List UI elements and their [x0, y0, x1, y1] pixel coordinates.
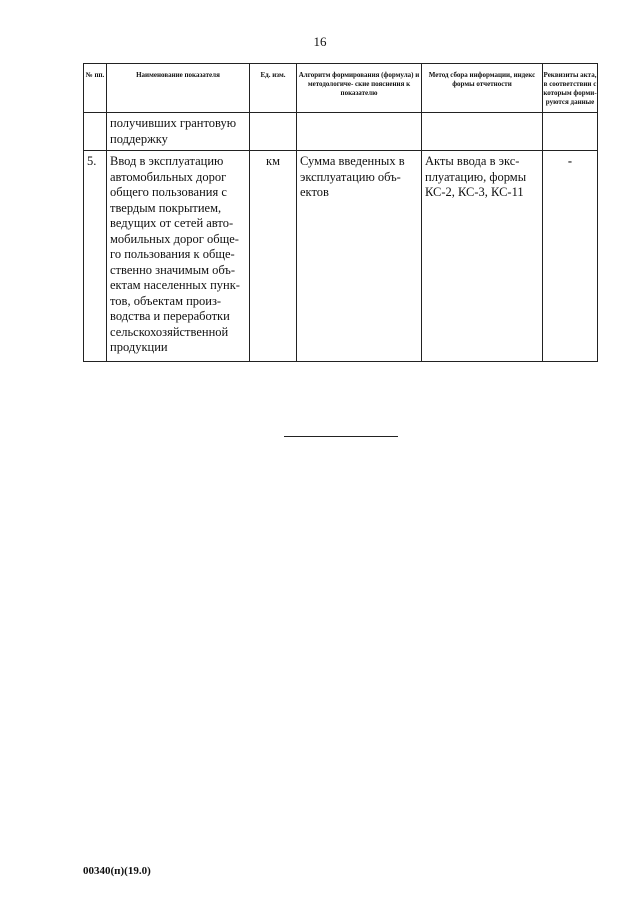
cell-requisites [543, 113, 598, 151]
indicator-table [83, 63, 598, 362]
header-algorithm: Алгоритм формирования (формула) и методологиче- ские пояснения к показателю [297, 64, 422, 113]
table-row [84, 151, 598, 362]
header-requisites: Реквизиты акта, в соответствии с которым форми- руются данные [543, 64, 598, 113]
table-row [84, 113, 598, 151]
cell-requisites: - [543, 151, 598, 362]
cell-num [84, 113, 107, 151]
cell-method: Акты ввода в экс- плуатацию, формы КС-2, КС-3, КС-11 [422, 151, 543, 362]
cell-algorithm: Сумма введенных в эксплуатацию объ- ектов [297, 151, 422, 362]
header-method: Метод сбора информации, индекс формы отчетности [422, 64, 543, 113]
table-header-row [84, 64, 598, 113]
header-name: Наименование показателя [107, 64, 250, 113]
cell-name: Ввод в эксплуатацию автомобильных дорог общего пользования с твердым покрытием, ведущих от сетей авто- мобильных дорог обще- го пользования к обще- ственно значимым объ- ектам населенных пунк- тов, объектам произ- водства и переработки сельскохозяйственной продукции [107, 151, 250, 362]
section-divider [284, 436, 398, 437]
header-unit: Ед. изм. [250, 64, 297, 113]
document-code: 00340(п)(19.0) [83, 865, 151, 877]
cell-method [422, 113, 543, 151]
page-number: 16 [313, 34, 327, 49]
cell-unit [250, 113, 297, 151]
cell-unit: км [250, 151, 297, 362]
header-num: № пп. [84, 64, 107, 113]
cell-algorithm [297, 113, 422, 151]
cell-num: 5. [84, 151, 107, 362]
cell-name: получивших грантовую поддержку [107, 113, 250, 151]
